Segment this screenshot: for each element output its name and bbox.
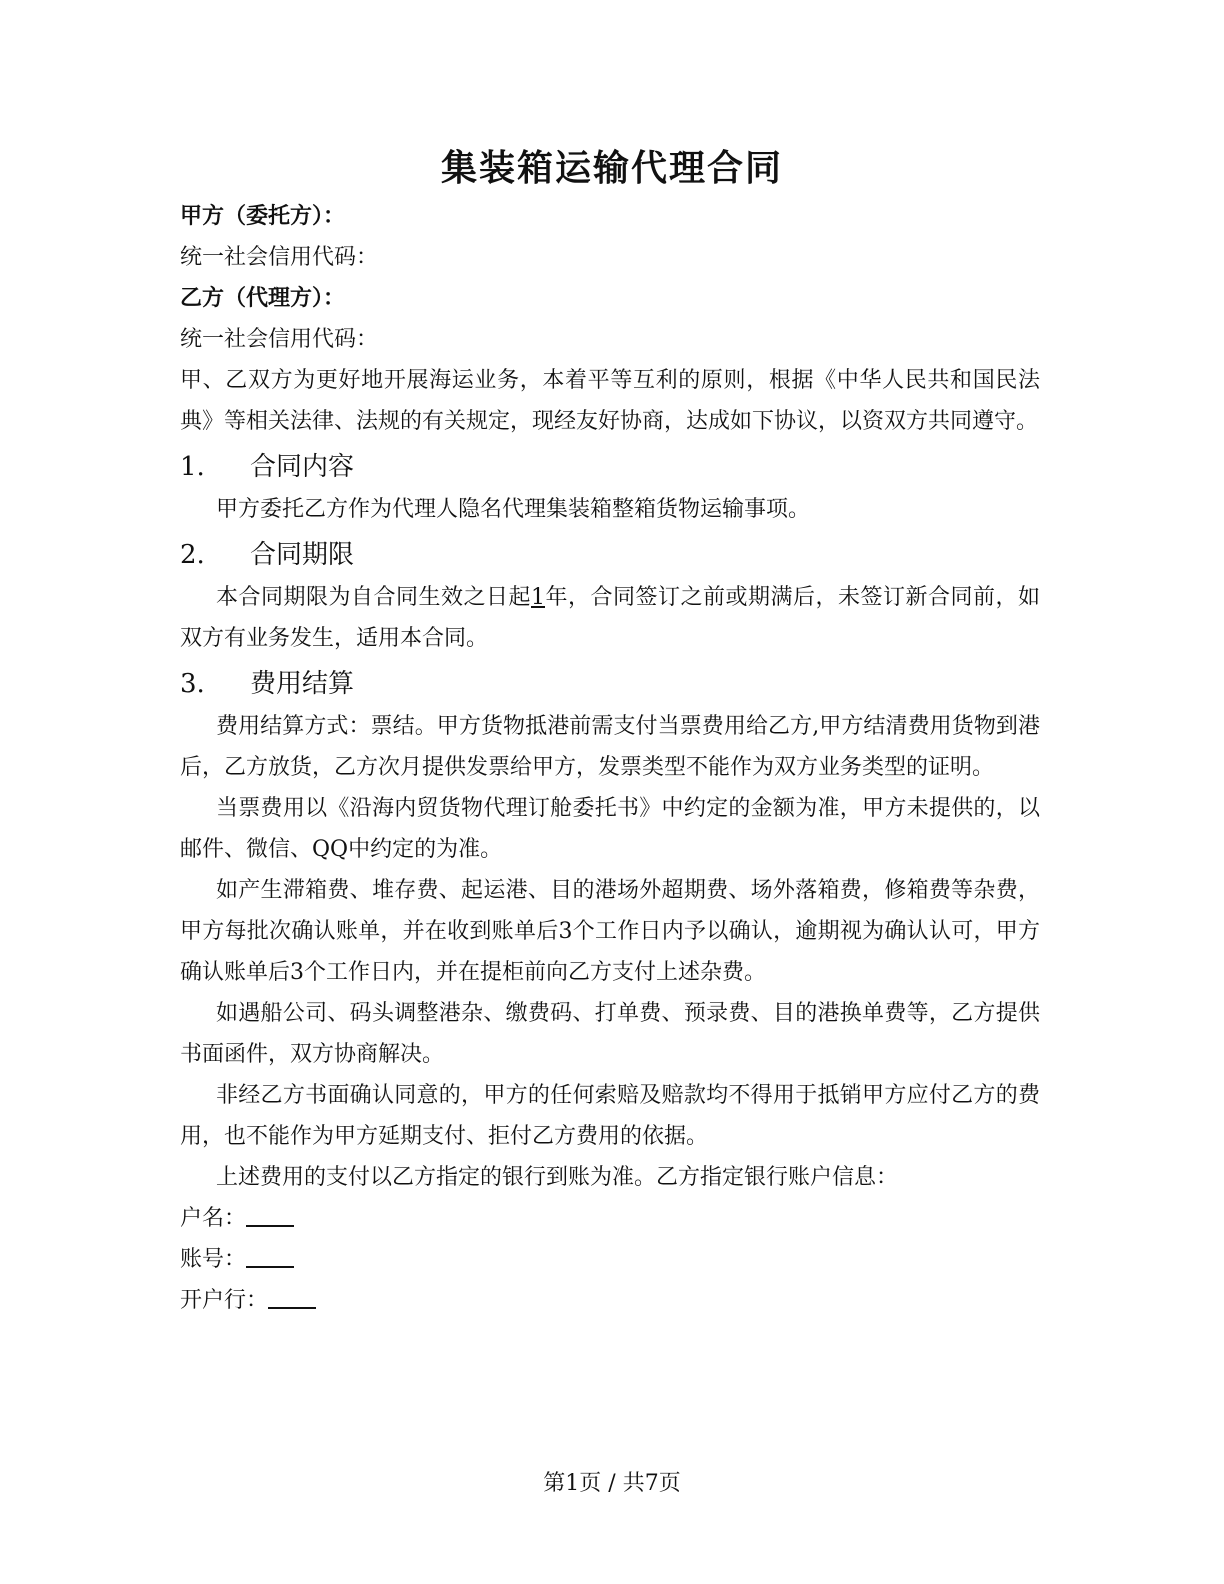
section-title: 合同期限 <box>250 540 355 570</box>
section-heading-3 <box>180 662 1040 706</box>
blank-line <box>246 1240 294 1268</box>
misc-fee-paragraph: 如产生滞箱费、堆存费、起运港、目的港场外超期费、场外落箱费，修箱费等杂费，甲方每批次确认账单，并在收到账单后3个工作日内予以确认，逾期视为确认认可，甲方确认账单后3个工作日内，并在提柜前向乙方支付上述杂费。 <box>180 878 1040 985</box>
claims-offset-paragraph: 非经乙方书面确认同意的，甲方的任何索赔及赔款均不得用于抵销甲方应付乙方的费用，也不能作为甲方延期支付、拒付乙方费用的依据。 <box>180 1083 1040 1149</box>
settlement-method-paragraph: 费用结算方式：票结。甲方货物抵港前需支付当票费用给乙方,甲方结清费用货物到港后，乙方放货，乙方次月提供发票给甲方，发票类型不能作为双方业务类型的证明。 <box>180 714 1040 780</box>
page-number-footer: 第1页 / 共7页 <box>543 1471 681 1496</box>
term-text-after: 年，合同签订之前或期满后，未签订新合同前，如双方有业务发生，适用本合同。 <box>180 585 1040 651</box>
section-title: 合同内容 <box>250 452 355 482</box>
blank-line <box>246 1199 294 1227</box>
port-adjustment-paragraph: 如遇船公司、码头调整港杂、缴费码、打单费、预录费、目的港换单费等，乙方提供书面函件，双方协商解决。 <box>180 1001 1040 1067</box>
account-number-field <box>180 1239 1040 1280</box>
section-1-body: 甲方委托乙方作为代理人隐名代理集装箱整箱货物运输事项。 <box>216 497 811 522</box>
document-title: 集装箱运输代理合同 <box>440 148 783 189</box>
bank-branch-field <box>180 1280 1040 1321</box>
party-b-credit-code: 统一社会信用代码： <box>180 327 379 352</box>
section-heading-2 <box>180 533 1040 577</box>
account-name-field <box>180 1198 1040 1239</box>
party-b-label: 乙方（代理方）： <box>180 286 346 311</box>
preamble-paragraph: 甲、乙双方为更好地开展海运业务，本着平等互利的原则，根据《中华人民共和国民法典》等相关法律、法规的有关规定，现经友好协商，达成如下协议，以资双方共同遵守。 <box>180 368 1040 434</box>
party-a-credit-code: 统一社会信用代码： <box>180 245 379 270</box>
section-heading-1 <box>180 445 1040 489</box>
document-body <box>180 196 1040 1321</box>
section-number: 2. <box>180 540 205 570</box>
section-number: 3. <box>180 669 205 699</box>
blank-line <box>268 1281 316 1309</box>
party-a-label: 甲方（委托方）： <box>180 204 346 229</box>
bank-account-intro-paragraph: 上述费用的支付以乙方指定的银行到账为准。乙方指定银行账户信息： <box>216 1165 899 1190</box>
field-label: 账号： <box>180 1247 247 1272</box>
section-number: 1. <box>180 452 205 482</box>
field-label: 开户行： <box>180 1288 269 1313</box>
section-title: 费用结算 <box>250 669 355 699</box>
ticket-fee-paragraph: 当票费用以《沿海内贸货物代理订舱委托书》中约定的金额为准，甲方未提供的，以邮件、微信、QQ中约定的为准。 <box>180 796 1040 862</box>
section-2-body <box>180 577 1040 659</box>
term-text-before: 本合同期限为自合同生效之日起 <box>216 585 531 610</box>
field-label: 户名： <box>180 1206 247 1231</box>
term-value: 1 <box>531 585 545 610</box>
